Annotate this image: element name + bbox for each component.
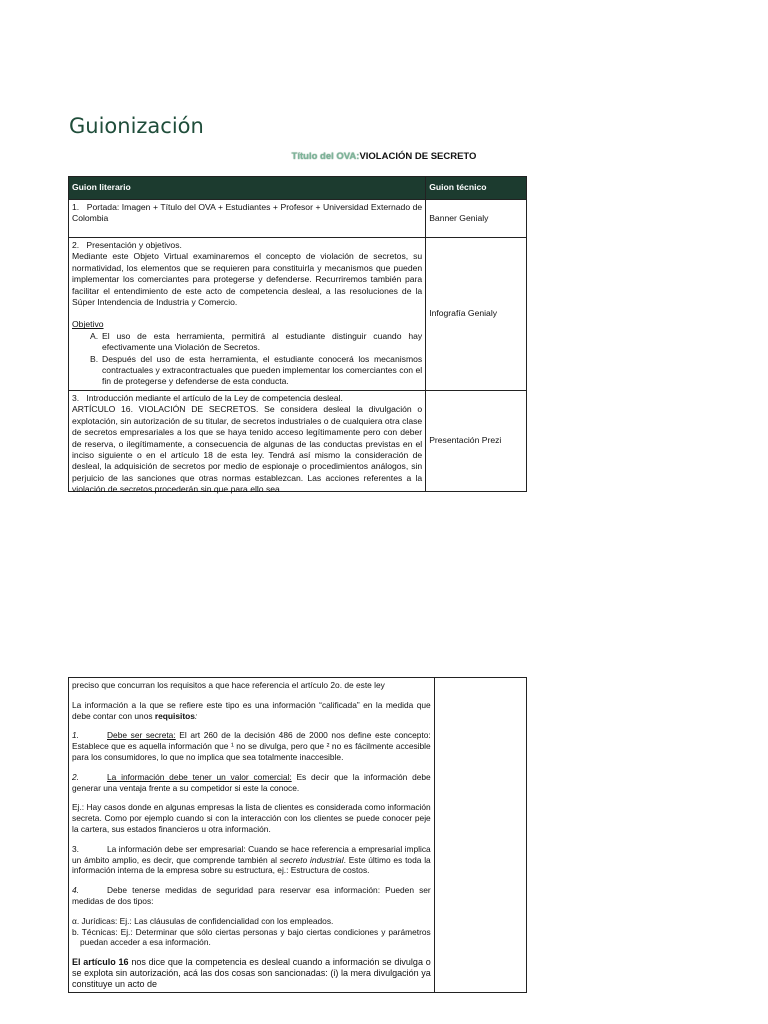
continuation-text: preciso que concurran los requisitos a que hace referencia el artículo 2o. de este ley bbox=[72, 680, 385, 690]
row3-literario: 3. Introducción mediante el artículo de la Ley de competencia desleal. ARTÍCULO 16. VIOLACIÓN DE SECRETOS. Se considera desleal la divulgación o explotación, sin autorización de su titular, de secretos industriales o de cualquiera otra clase de secretos empresariales a los que se haya tenido acceso legítimamente pero con deber de reserva, o ilegítimamente, a consecuencia de algunas de las conductas previstas en el inciso siguiente o en el artículo 18 de esta ley. Tendrá así mismo la consideración de desleal, la adquisición de secretos por medio de espionaje o procedimientos análogos, sin perjuicio de las sanciones que otras normas establezcan. Las acciones referentes a la violación de secretos procederán sin que para ello sea bbox=[69, 390, 426, 491]
ova-title-line bbox=[0, 151, 768, 162]
script-table-continued bbox=[68, 677, 527, 993]
row2-literario: 2. Presentación y objetivos. Mediante este Objeto Virtual examinaremos el concepto de violación de secretos, su normatividad, los elementos que se requieren para constituirla y mecanismos que pueden implementar los comerciantes para protegerse y defenderse. Recurriremos también para facilitar el entendimiento de este acto de competencia desleal, a las resoluciones de la Súper Intendencia de Industria y Comercio. Objetivo A. El uso de esta herramienta, permitirá al estudiante distinguir cuando hay efectivamente una Violación de Secretos. B. Después del uso de esta herramienta, el estudiante conocerá los mecanismos contractuales y extracontractuales que pueden implementar los comerciantes con el fin de protegerse y defenderse de esta conducta. bbox=[69, 238, 426, 391]
row3-tecnico: Presentación Prezi bbox=[426, 390, 527, 491]
ova-title-label: Título del OVA: bbox=[291, 151, 360, 162]
list-item: α. Jurídicas: Ej.: Las cláusulas de confidencialidad con los empleados. bbox=[72, 915, 334, 926]
row1-text: Portada: Imagen + Título del OVA + Estudiantes + Profesor + Universidad Externado de Colombia bbox=[72, 202, 423, 224]
requisito-1: 1. Debe ser secreta: El art 260 de la decisión 486 de 2000 nos define este concepto: Establece que es aquella información que ¹ no se divulga, pero que ² no es fácilmente accesible para los consumidores, lo que no implica que sea totalmente inaccesible. bbox=[72, 730, 431, 762]
row2-text: Mediante este Objeto Virtual examinaremos el concepto de violación de secretos, su normatividad, los elementos que se requieren para constituirla y mecanismos que pueden implementar los comerciantes para protegerse y defenderse. Recurriremos también para facilitar el entendimiento de este acto de competencia desleal, a las resoluciones de la Súper Intendencia de Industria y Comercio. bbox=[72, 251, 423, 308]
table-row bbox=[69, 678, 527, 993]
table-row bbox=[69, 238, 527, 391]
header-guion-tecnico: Guion técnico bbox=[426, 177, 527, 200]
ova-title-value: VIOLACIÓN DE SECRETO bbox=[359, 151, 477, 162]
table-header-row bbox=[69, 177, 527, 200]
requisito-4: 4. Debe tenerse medidas de seguridad para reservar esa información: Pueden ser medidas de dos tipos: bbox=[72, 885, 431, 906]
requisitos-intro: La información a la que se refiere este tipo es una información “calificada” en la medida que debe contar con unos requisitos: bbox=[72, 699, 431, 721]
script-table bbox=[68, 176, 527, 495]
row2-title: Presentación y objetivos. bbox=[86, 240, 182, 250]
row1-tecnico: Banner Genialy bbox=[426, 200, 527, 238]
articulo-16-text: El artículo 16 nos dice que la competencia es desleal cuando a información se divulga o se explota sin autorización, acá las dos cosas son sancionadas: (i) la mera divulgación ya constituye un acto de bbox=[72, 957, 431, 990]
page2-tecnico bbox=[434, 678, 526, 993]
row1-literario: 1. Portada: Imagen + Título del OVA + Estudiantes + Profesor + Universidad Externado de Colombia bbox=[69, 200, 426, 238]
row3-text: ARTÍCULO 16. VIOLACIÓN DE SECRETOS. Se considera desleal la divulgación o explotación, sin autorización de su titular, de secretos industriales o de cualquiera otra clase de secretos empresariales a los que se haya tenido acceso legítimamente pero con deber de reserva, o ilegítimamente, a consecuencia de algunas de las conductas previstas en el inciso siguiente o en el artículo 18 de esta ley. Tendrá así mismo la consideración de desleal, la adquisición de secretos por medio de espionaje o procedimientos análogos, sin perjuicio de las sanciones que otras normas establezcan. Las acciones referentes a la violación de secretos procederán sin que para ello sea bbox=[72, 404, 423, 495]
requisito-3: 3. La información debe ser empresarial: Cuando se hace referencia a empresarial implica un ámbito amplio, es decir, que comprende también al secreto industrial. Este último es toda la información interna de la empresa sobre su estructura, ej.: Estructura de costos. bbox=[72, 843, 431, 876]
row3-title: Introducción mediante el artículo de la Ley de competencia desleal. bbox=[86, 392, 343, 403]
requisito-2: 2. La información debe tener un valor comercial: Es decir que la información debe generar una ventaja frente a su competidor si este la conoce. bbox=[72, 771, 431, 793]
example-text: Ej.: Hay casos donde en algunas empresas la lista de clientes es considerada como información secreta. Como por ejemplo cuando si con la interacción con los clientes se puede conocer peje la cartera, sus estados financieros u otra información. bbox=[72, 802, 431, 834]
list-item: A. El uso de esta herramienta, permitirá al estudiante distinguir cuando hay efectivamente una Violación de Secretos. bbox=[90, 330, 423, 353]
header-guion-literario: Guion literario bbox=[69, 177, 426, 200]
objectives-list bbox=[72, 331, 422, 388]
table-row bbox=[69, 200, 527, 238]
list-item: B. Después del uso de esta herramienta, el estudiante conocerá los mecanismos contractuales y extracontractuales que pueden implementar los comerciantes con el fin de protegerse y defenderse de esta conducta. bbox=[90, 353, 423, 387]
page-heading: Guionización bbox=[69, 114, 204, 138]
table-row bbox=[69, 390, 527, 491]
row2-tecnico: Infografía Genialy bbox=[426, 238, 527, 391]
measures-list bbox=[72, 916, 431, 948]
list-item: b. Técnicas: Ej.: Determinar que sólo ciertas personas y bajo ciertas condiciones y parámetros puedan acceder a esa información. bbox=[72, 926, 431, 948]
objective-label: Objetivo bbox=[72, 319, 104, 330]
page2-literario bbox=[69, 678, 435, 993]
